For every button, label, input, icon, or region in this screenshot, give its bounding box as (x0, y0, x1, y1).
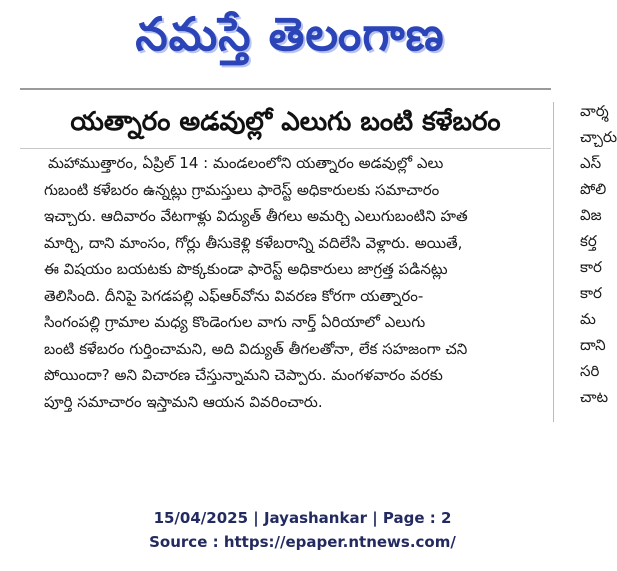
top-divider (20, 88, 551, 90)
fragment-line: విజ (580, 206, 602, 224)
article-line: సింగంపల్లి గ్రామాల మధ్య కొండెంగుల వాగు నార్త్ ఏరియాలో ఎలుగు (44, 313, 426, 331)
article-line: ఇచ్చారు. ఆదివారం వేటగాళ్లు విద్యుత్ తీగలు అమర్చి ఎలుగుబంటిని హత (44, 207, 468, 225)
article-line: ఈ విషయం బయటకు పొక్కకుండా ఫారెస్ట్ అధికారులు జాగ్రత్త పడినట్లు (44, 260, 448, 278)
fragment-line: ఎస్ (580, 154, 602, 172)
footer-date-page: 15/04/2025 | Jayashankar | Page : 2 (153, 509, 452, 527)
fragment-line: వార్శ (580, 102, 609, 120)
footer (0, 506, 605, 554)
fragment-line: చ్చారు (580, 128, 617, 146)
article-line: మార్చి, దాని మాంసం, గోర్లు తీసుకెళ్లి కళేబరాన్ని వదిలేసి వెళ్లారు. అయితే, (44, 233, 463, 252)
headline-divider (20, 148, 551, 149)
masthead-logo: నమస్తే తెలంగాణ (135, 7, 445, 61)
adjacent-column-fragment (580, 98, 617, 428)
column-divider (553, 102, 554, 422)
fragment-line: కర్త (580, 232, 597, 250)
footer-source: Source : https://epaper.ntnews.com/ (149, 533, 456, 551)
article-line: మహాముత్తారం, ఏప్రిల్ 14 : మండలంలోని యత్నారం అడవుల్లో ఎలు (48, 154, 444, 172)
article-line: బంటి కళేబరం గుర్తించామని, అది విద్యుత్ తీగలతోనా, లేక సహజంగా చని (44, 339, 468, 358)
article-body (44, 150, 552, 430)
fragment-line: కార (580, 284, 602, 302)
article-line: పోయిందా? అని విచారణ చేస్తున్నామని చెప్పారు. మంగళవారం వరకు (44, 366, 443, 384)
fragment-line: కార (580, 258, 602, 276)
article-line: తెలిసింది. దీనిపై పెగడపల్లి ఎఫ్ఆర్‌వోను వివరణ కోరగా యత్నారం- (44, 286, 424, 305)
fragment-line: సరి (580, 362, 600, 380)
article-line: పూర్తి సమాచారం ఇస్తామని ఆయన వివరించారు. (44, 392, 323, 411)
article-headline: యత్నారం అడవుల్లో ఎలుగు బంటి కళేబరం (70, 107, 501, 137)
fragment-line: పోలి (580, 180, 607, 198)
fragment-line: మ (580, 310, 596, 328)
fragment-line: దాని (580, 336, 606, 354)
article-line: గుబంటి కళేబరం ఉన్నట్లు గ్రామస్తులు ఫారెస్ట్ అధికారులకు సమాచారం (44, 180, 440, 199)
fragment-line: చాట (580, 388, 609, 406)
